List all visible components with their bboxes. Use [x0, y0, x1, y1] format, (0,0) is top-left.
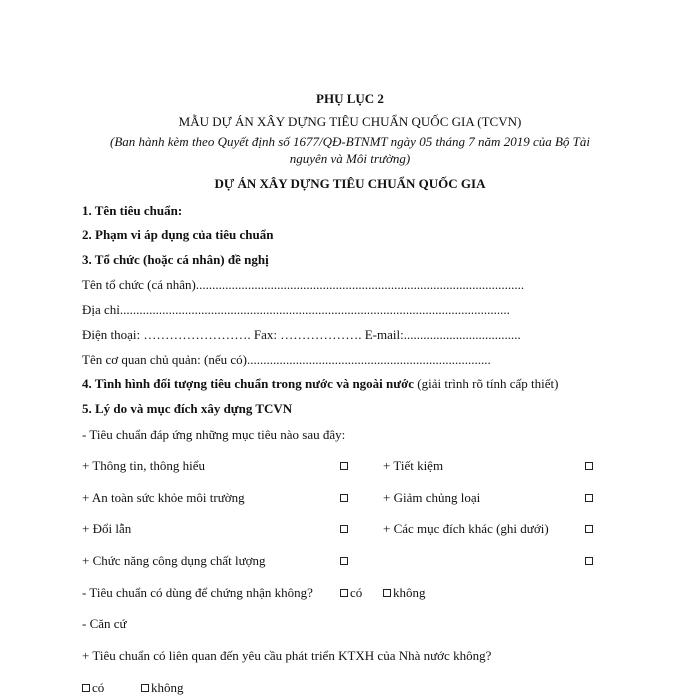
- goal-info: + Thông tin, thông hiểu: [82, 458, 206, 473]
- goal-extra-checkbox[interactable]: [585, 557, 593, 565]
- cert-no-label: không: [393, 585, 426, 600]
- ktxh-no-label: không: [151, 680, 184, 695]
- goal-info-checkbox[interactable]: [340, 462, 348, 470]
- section-5-heading: 5. Lý do và mục đích xây dựng TCVN: [82, 401, 293, 416]
- subtitle-line-1: (Ban hành kèm theo Quyết định số 1677/QĐ-BTNMT ngày 05 tháng 7 năm 2019 của Bộ Tài: [110, 134, 590, 149]
- ktxh-no-checkbox[interactable]: [141, 684, 149, 692]
- goal-reduce-types-checkbox[interactable]: [585, 494, 593, 502]
- goal-other: + Các mục đích khác (ghi dưới): [383, 521, 549, 536]
- cert-yes-checkbox[interactable]: [340, 589, 348, 597]
- org-name-field: Tên tổ chức (cá nhân).....................................................................................................: [82, 277, 525, 292]
- goal-other-checkbox[interactable]: [585, 525, 593, 533]
- subtitle-line-2: nguyên và Môi trường): [289, 151, 411, 166]
- cert-question: - Tiêu chuẩn có dùng để chứng nhận không?: [82, 585, 313, 600]
- cert-no-checkbox[interactable]: [383, 589, 391, 597]
- goal-interchange-checkbox[interactable]: [340, 525, 348, 533]
- goal-safety-checkbox[interactable]: [340, 494, 348, 502]
- ktxh-yes-label: có: [92, 680, 105, 695]
- goal-function-checkbox[interactable]: [340, 557, 348, 565]
- agency-field: Tên cơ quan chủ quản: (nếu có)...........................................................................: [82, 352, 491, 367]
- cert-yes-label: có: [350, 585, 363, 600]
- goal-reduce-types: + Giảm chủng loại: [383, 490, 481, 505]
- section-4-title: 4. Tình hình đối tượng tiêu chuẩn trong nước và ngoài nước: [82, 376, 415, 391]
- goal-saving-checkbox[interactable]: [585, 462, 593, 470]
- goal-safety: + An toàn sức khỏe môi trường: [82, 490, 245, 505]
- ktxh-question: + Tiêu chuẩn có liên quan đến yêu cầu phát triển KTXH của Nhà nước không?: [82, 648, 492, 663]
- ktxh-yes-checkbox[interactable]: [82, 684, 90, 692]
- appendix-label: PHỤ LỤC 2: [316, 91, 384, 106]
- phone-fax-email-field: Điện thoại: ……………………. Fax: ………………. E-mail:....................................: [82, 327, 521, 342]
- section-3-heading: 3. Tổ chức (hoặc cá nhân) đề nghị: [82, 252, 269, 267]
- section-1-heading: 1. Tên tiêu chuẩn:: [82, 203, 183, 218]
- goals-intro: - Tiêu chuẩn đáp ứng những mục tiêu nào sau đây:: [82, 427, 346, 442]
- goal-interchange: + Đổi lẫn: [82, 521, 132, 536]
- address-field: Địa chỉ........................................................................................................................: [82, 302, 510, 317]
- section-4-heading: [82, 376, 558, 392]
- goal-saving: + Tiết kiệm: [383, 458, 444, 473]
- main-heading: DỰ ÁN XÂY DỰNG TIÊU CHUẨN QUỐC GIA: [214, 176, 486, 191]
- section-4-note: (giải trình rõ tính cấp thiết): [414, 376, 559, 391]
- goal-function: + Chức năng công dụng chất lượng: [82, 553, 266, 568]
- document-title: MẪU DỰ ÁN XÂY DỰNG TIÊU CHUẨN QUỐC GIA (TCVN): [178, 114, 522, 129]
- section-2-heading: 2. Phạm vi áp dụng của tiêu chuẩn: [82, 227, 274, 242]
- basis-label: - Căn cứ: [82, 616, 127, 631]
